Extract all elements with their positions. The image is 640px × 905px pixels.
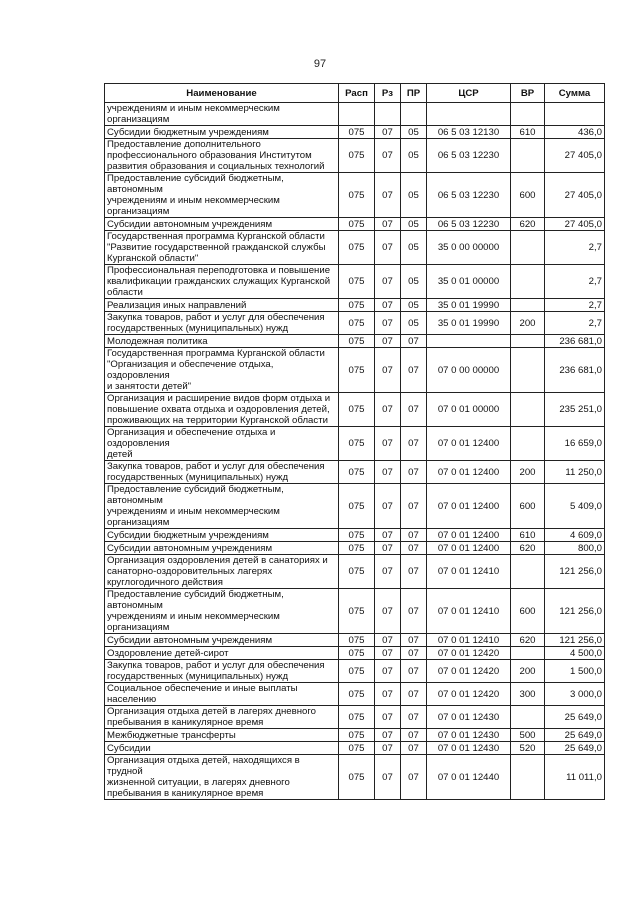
- cell-sum: 4 609,0: [545, 529, 605, 542]
- cell-csr: 07 0 01 12420: [427, 660, 511, 683]
- cell-name: Предоставление субсидий бюджетным, автономным учреждениям и иным некоммерческим организациям: [105, 484, 339, 529]
- cell-pr: 07: [401, 755, 427, 800]
- cell-name: Предоставление дополнительного профессионального образования Институтом развития образования и социальных технологий: [105, 139, 339, 173]
- cell-csr: 07 0 01 12430: [427, 706, 511, 729]
- cell-name: Молодежная политика: [105, 335, 339, 348]
- cell-vr: [511, 335, 545, 348]
- cell-sum: 16 659,0: [545, 427, 605, 461]
- cell-sum: 4 500,0: [545, 647, 605, 660]
- cell-sum: 11 250,0: [545, 461, 605, 484]
- cell-vr: [511, 231, 545, 265]
- cell-rz: 07: [375, 555, 401, 589]
- cell-rasp: 075: [339, 706, 375, 729]
- cell-vr: 600: [511, 484, 545, 529]
- cell-vr: 610: [511, 126, 545, 139]
- cell-name: учреждениям и иным некоммерческим организациям: [105, 103, 339, 126]
- cell-rasp: 075: [339, 139, 375, 173]
- cell-rasp: 075: [339, 348, 375, 393]
- cell-csr: 07 0 01 12420: [427, 647, 511, 660]
- table-row: [105, 634, 605, 647]
- table-row: [105, 126, 605, 139]
- cell-pr: 07: [401, 427, 427, 461]
- cell-vr: 200: [511, 312, 545, 335]
- cell-csr: 06 5 03 12230: [427, 173, 511, 218]
- cell-rz: 07: [375, 335, 401, 348]
- cell-name: Организация оздоровления детей в санаториях и санаторно-оздоровительных лагерях круглогодичного действия: [105, 555, 339, 589]
- cell-name: Субсидии: [105, 742, 339, 755]
- cell-name: Организация отдыха детей в лагерях дневного пребывания в каникулярное время: [105, 706, 339, 729]
- cell-rasp: 075: [339, 265, 375, 299]
- cell-name: Субсидии бюджетным учреждениям: [105, 529, 339, 542]
- header-name: Наименование: [105, 84, 339, 103]
- cell-csr: 06 5 03 12130: [427, 126, 511, 139]
- cell-name: Государственная программа Курганской области "Развитие государственной гражданской службы Курганской области": [105, 231, 339, 265]
- cell-rz: 07: [375, 312, 401, 335]
- cell-sum: 27 405,0: [545, 218, 605, 231]
- cell-sum: 25 649,0: [545, 729, 605, 742]
- cell-csr: 35 0 01 19990: [427, 299, 511, 312]
- cell-sum: [545, 103, 605, 126]
- cell-name: Субсидии автономным учреждениям: [105, 542, 339, 555]
- cell-csr: 07 0 01 12440: [427, 755, 511, 800]
- cell-pr: 05: [401, 126, 427, 139]
- cell-sum: 27 405,0: [545, 173, 605, 218]
- page-number: 97: [313, 58, 327, 70]
- cell-vr: [511, 139, 545, 173]
- table-row: [105, 173, 605, 218]
- cell-rz: 07: [375, 348, 401, 393]
- cell-rz: 07: [375, 139, 401, 173]
- table-row: [105, 755, 605, 800]
- header-pr: ПР: [401, 84, 427, 103]
- cell-rz: 07: [375, 427, 401, 461]
- cell-sum: 27 405,0: [545, 139, 605, 173]
- cell-vr: 610: [511, 529, 545, 542]
- cell-vr: 520: [511, 742, 545, 755]
- cell-pr: 05: [401, 218, 427, 231]
- cell-csr: 06 5 03 12230: [427, 218, 511, 231]
- cell-csr: [427, 335, 511, 348]
- cell-pr: 05: [401, 139, 427, 173]
- cell-name: Субсидии бюджетным учреждениям: [105, 126, 339, 139]
- cell-pr: [401, 103, 427, 126]
- cell-csr: 07 0 01 12410: [427, 634, 511, 647]
- header-vr: ВР: [511, 84, 545, 103]
- cell-csr: 07 0 01 12400: [427, 542, 511, 555]
- cell-name: Закупка товаров, работ и услуг для обеспечения государственных (муниципальных) нужд: [105, 660, 339, 683]
- cell-pr: 07: [401, 393, 427, 427]
- cell-rz: 07: [375, 299, 401, 312]
- cell-pr: 07: [401, 555, 427, 589]
- cell-vr: [511, 299, 545, 312]
- cell-rasp: [339, 103, 375, 126]
- cell-pr: 05: [401, 312, 427, 335]
- cell-rasp: 075: [339, 312, 375, 335]
- table-row: [105, 348, 605, 393]
- cell-rz: 07: [375, 529, 401, 542]
- cell-vr: 600: [511, 173, 545, 218]
- table-row: [105, 139, 605, 173]
- table-row: [105, 683, 605, 706]
- table-row: [105, 231, 605, 265]
- cell-csr: 07 0 01 12400: [427, 529, 511, 542]
- cell-vr: 200: [511, 660, 545, 683]
- table-row: [105, 529, 605, 542]
- cell-name: Межбюджетные трансферты: [105, 729, 339, 742]
- cell-rz: 07: [375, 634, 401, 647]
- cell-rasp: 075: [339, 484, 375, 529]
- cell-name: Организация и расширение видов форм отдыха и повышение охвата отдыха и оздоровления детей, проживающих на территории Курганской области: [105, 393, 339, 427]
- cell-rasp: 075: [339, 589, 375, 634]
- cell-pr: 07: [401, 348, 427, 393]
- cell-vr: [511, 265, 545, 299]
- cell-pr: 07: [401, 542, 427, 555]
- cell-name: Предоставление субсидий бюджетным, автономным учреждениям и иным некоммерческим организациям: [105, 589, 339, 634]
- budget-table: [104, 83, 605, 800]
- table-row: [105, 335, 605, 348]
- cell-pr: 07: [401, 484, 427, 529]
- cell-name: Субсидии автономным учреждениям: [105, 218, 339, 231]
- cell-vr: [511, 348, 545, 393]
- cell-csr: 07 0 01 12410: [427, 555, 511, 589]
- cell-pr: 05: [401, 173, 427, 218]
- cell-rz: 07: [375, 742, 401, 755]
- cell-vr: 200: [511, 461, 545, 484]
- cell-csr: [427, 103, 511, 126]
- cell-name: Закупка товаров, работ и услуг для обеспечения государственных (муниципальных) нужд: [105, 312, 339, 335]
- cell-rasp: 075: [339, 742, 375, 755]
- header-sum: Сумма: [545, 84, 605, 103]
- cell-csr: 06 5 03 12230: [427, 139, 511, 173]
- cell-pr: 07: [401, 529, 427, 542]
- table-row: [105, 647, 605, 660]
- table-row: [105, 660, 605, 683]
- cell-rz: 07: [375, 683, 401, 706]
- cell-rz: 07: [375, 706, 401, 729]
- table-row: [105, 555, 605, 589]
- cell-vr: 500: [511, 729, 545, 742]
- cell-sum: 11 011,0: [545, 755, 605, 800]
- cell-pr: 07: [401, 729, 427, 742]
- cell-sum: 800,0: [545, 542, 605, 555]
- cell-pr: 07: [401, 742, 427, 755]
- cell-pr: 07: [401, 660, 427, 683]
- cell-rz: 07: [375, 647, 401, 660]
- header-row: [105, 84, 605, 103]
- cell-sum: 236 681,0: [545, 335, 605, 348]
- cell-vr: [511, 393, 545, 427]
- cell-vr: [511, 706, 545, 729]
- cell-rasp: 075: [339, 683, 375, 706]
- cell-vr: [511, 755, 545, 800]
- cell-sum: 2,7: [545, 265, 605, 299]
- cell-vr: 620: [511, 218, 545, 231]
- cell-csr: 07 0 01 12410: [427, 589, 511, 634]
- cell-rz: 07: [375, 660, 401, 683]
- cell-rz: 07: [375, 484, 401, 529]
- table-row: [105, 706, 605, 729]
- cell-rz: 07: [375, 729, 401, 742]
- cell-rasp: 075: [339, 335, 375, 348]
- table-row: [105, 265, 605, 299]
- cell-rasp: 075: [339, 647, 375, 660]
- cell-rz: 07: [375, 393, 401, 427]
- cell-sum: 2,7: [545, 299, 605, 312]
- cell-rz: 07: [375, 755, 401, 800]
- cell-rz: 07: [375, 231, 401, 265]
- cell-pr: 07: [401, 589, 427, 634]
- cell-name: Профессиональная переподготовка и повышение квалификации гражданских служащих Курганской области: [105, 265, 339, 299]
- cell-pr: 07: [401, 647, 427, 660]
- cell-rz: 07: [375, 218, 401, 231]
- cell-sum: 5 409,0: [545, 484, 605, 529]
- cell-vr: 600: [511, 589, 545, 634]
- cell-name: Субсидии автономным учреждениям: [105, 634, 339, 647]
- cell-rasp: 075: [339, 542, 375, 555]
- cell-vr: 620: [511, 634, 545, 647]
- cell-sum: 236 681,0: [545, 348, 605, 393]
- cell-rasp: 075: [339, 660, 375, 683]
- cell-csr: 07 0 00 00000: [427, 348, 511, 393]
- cell-pr: 05: [401, 299, 427, 312]
- cell-rasp: 075: [339, 755, 375, 800]
- table-row: [105, 729, 605, 742]
- cell-rasp: 075: [339, 729, 375, 742]
- cell-rasp: 075: [339, 173, 375, 218]
- cell-csr: 07 0 01 12400: [427, 484, 511, 529]
- cell-vr: [511, 555, 545, 589]
- cell-csr: 07 0 01 12400: [427, 461, 511, 484]
- table-row: [105, 103, 605, 126]
- cell-rz: [375, 103, 401, 126]
- header-rasp: Расп: [339, 84, 375, 103]
- cell-csr: 07 0 01 12420: [427, 683, 511, 706]
- cell-rz: 07: [375, 265, 401, 299]
- table-row: [105, 218, 605, 231]
- cell-csr: 07 0 01 12430: [427, 742, 511, 755]
- cell-pr: 07: [401, 683, 427, 706]
- cell-sum: 121 256,0: [545, 555, 605, 589]
- cell-pr: 07: [401, 335, 427, 348]
- table-row: [105, 484, 605, 529]
- table-row: [105, 299, 605, 312]
- cell-vr: [511, 103, 545, 126]
- cell-name: Оздоровление детей-сирот: [105, 647, 339, 660]
- table-row: [105, 393, 605, 427]
- cell-name: Государственная программа Курганской области "Организация и обеспечение отдыха, оздоровления и занятости детей": [105, 348, 339, 393]
- cell-vr: [511, 647, 545, 660]
- cell-vr: [511, 427, 545, 461]
- cell-pr: 07: [401, 634, 427, 647]
- cell-vr: 620: [511, 542, 545, 555]
- table-row: [105, 542, 605, 555]
- cell-rz: 07: [375, 589, 401, 634]
- cell-rasp: 075: [339, 427, 375, 461]
- cell-rasp: 075: [339, 461, 375, 484]
- cell-sum: 121 256,0: [545, 589, 605, 634]
- cell-name: Закупка товаров, работ и услуг для обеспечения государственных (муниципальных) нужд: [105, 461, 339, 484]
- table-row: [105, 589, 605, 634]
- cell-sum: 3 000,0: [545, 683, 605, 706]
- table-row: [105, 461, 605, 484]
- cell-rasp: 075: [339, 634, 375, 647]
- cell-rasp: 075: [339, 299, 375, 312]
- cell-rasp: 075: [339, 126, 375, 139]
- cell-rz: 07: [375, 461, 401, 484]
- cell-rasp: 075: [339, 231, 375, 265]
- table-row: [105, 312, 605, 335]
- cell-pr: 05: [401, 265, 427, 299]
- cell-csr: 07 0 01 12430: [427, 729, 511, 742]
- cell-pr: 07: [401, 706, 427, 729]
- cell-csr: 35 0 01 19990: [427, 312, 511, 335]
- cell-rasp: 075: [339, 555, 375, 589]
- cell-rasp: 075: [339, 218, 375, 231]
- header-rz: Рз: [375, 84, 401, 103]
- cell-name: Организация отдыха детей, находящихся в трудной жизненной ситуации, в лагерях дневного пребывания в каникулярное время: [105, 755, 339, 800]
- cell-pr: 05: [401, 231, 427, 265]
- cell-csr: 07 0 01 12400: [427, 427, 511, 461]
- cell-sum: 235 251,0: [545, 393, 605, 427]
- header-csr: ЦСР: [427, 84, 511, 103]
- table-row: [105, 427, 605, 461]
- cell-sum: 121 256,0: [545, 634, 605, 647]
- cell-csr: 35 0 00 00000: [427, 231, 511, 265]
- cell-sum: 2,7: [545, 231, 605, 265]
- cell-name: Социальное обеспечение и иные выплаты населению: [105, 683, 339, 706]
- cell-rasp: 075: [339, 393, 375, 427]
- table-body: [105, 103, 605, 800]
- cell-name: Предоставление субсидий бюджетным, автономным учреждениям и иным некоммерческим организациям: [105, 173, 339, 218]
- cell-vr: 300: [511, 683, 545, 706]
- cell-name: Организация и обеспечение отдыха и оздоровления детей: [105, 427, 339, 461]
- cell-csr: 07 0 01 00000: [427, 393, 511, 427]
- cell-csr: 35 0 01 00000: [427, 265, 511, 299]
- cell-sum: 25 649,0: [545, 742, 605, 755]
- cell-rz: 07: [375, 173, 401, 218]
- cell-rz: 07: [375, 542, 401, 555]
- cell-name: Реализация иных направлений: [105, 299, 339, 312]
- cell-rz: 07: [375, 126, 401, 139]
- cell-sum: 1 500,0: [545, 660, 605, 683]
- cell-rasp: 075: [339, 529, 375, 542]
- cell-sum: 25 649,0: [545, 706, 605, 729]
- cell-pr: 07: [401, 461, 427, 484]
- cell-sum: 2,7: [545, 312, 605, 335]
- cell-sum: 436,0: [545, 126, 605, 139]
- table-row: [105, 742, 605, 755]
